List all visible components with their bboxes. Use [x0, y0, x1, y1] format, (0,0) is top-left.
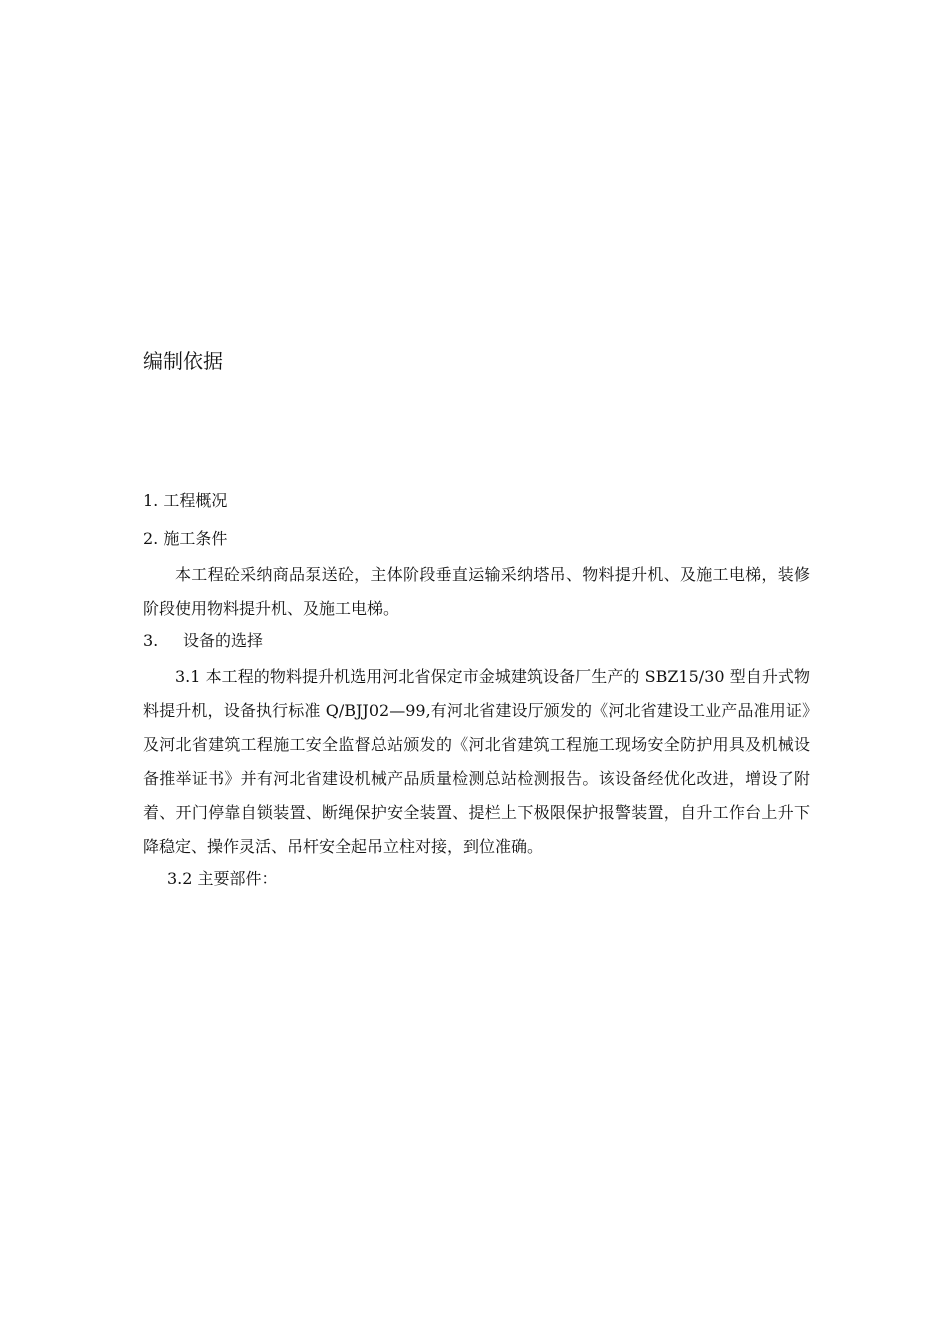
section-heading-3: [143, 626, 810, 656]
section-heading-2: 2. 施工条件: [143, 529, 228, 548]
section-3-title: 设备的选择: [183, 631, 264, 650]
document-title: 编制依据: [143, 349, 223, 373]
section-3-1-paragraph: 3.1 本工程的物料提升机选用河北省保定市金城建筑设备厂生产的 SBZ15/30 型自升式物料提升机，设备执行标准 Q/BJJ02—99,有河北省建设厅颁发的《河北省建设工业产品准用证》及河北省建筑工程施工安全监督总站颁发的《河北省建筑工程施工现场安全防护用具及机械设备推举证书》并有河北省建设机械产品质量检测总站检测报告。该设备经优化改进，增设了附着、开门停靠自锁装置、断绳保护安全装置、提栏上下极限保护报警装置，自升工作台上升下降稳定、操作灵活、吊杆安全起吊立柱对接，到位准确。: [143, 667, 810, 856]
section-3-2-heading: 3.2 主要部件：: [167, 869, 278, 888]
document-body: [143, 486, 810, 894]
section-2-paragraph: 本工程砼采纳商品泵送砼，主体阶段垂直运输采纳塔吊、物料提升机、及施工电梯，装修阶段使用物料提升机、及施工电梯。: [143, 565, 810, 618]
section-heading-1: 1. 工程概况: [143, 491, 228, 510]
section-3-number: 3.: [143, 631, 159, 650]
